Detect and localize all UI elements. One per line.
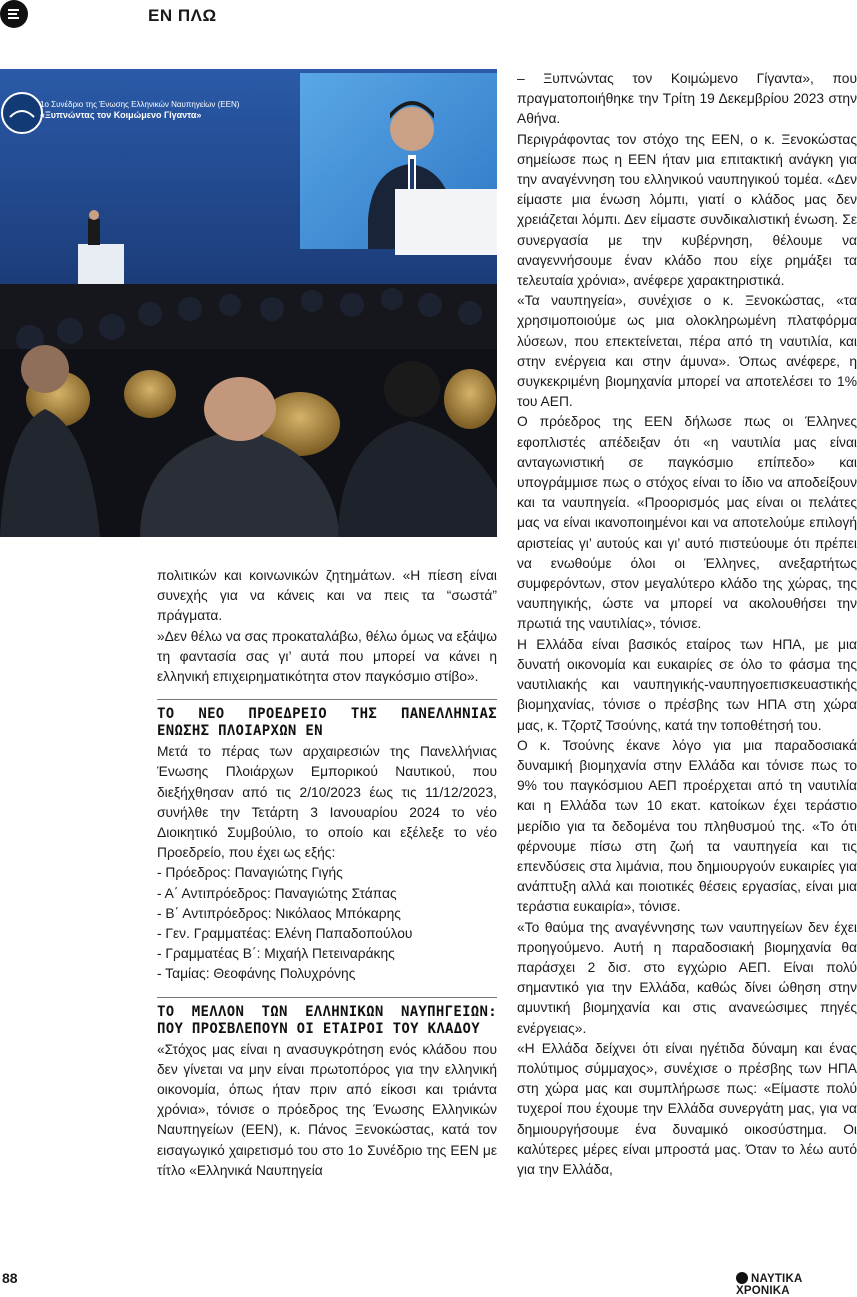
paragraph: «Τα ναυπηγεία», συνέχισε ο κ. Ξενοκώστας, «τα χρησιμοποιούμε ως μια ολοκληρωμένη πλατφόρμα λύσεων, που επεκτείνεται, πέρα από τη ναυτιλία, και στην ενέργεια και στην άμυνα». Όπως ανέφερε, η συγκεκριμένη βιομηχανία μπορεί να αποτελέσει το 1% του ΑΕΠ. bbox=[517, 293, 857, 410]
page-number: 88 bbox=[2, 1270, 18, 1286]
list-item: - Β΄ Αντιπρόεδρος: Νικόλαος Μπόκαρης bbox=[157, 905, 401, 921]
list-item: - Πρόεδρος: Παναγιώτης Γιγής bbox=[157, 865, 343, 881]
list-item: - Ταμίας: Θεοφάνης Πολυχρόνης bbox=[157, 966, 356, 982]
publication-brand bbox=[736, 1272, 857, 1297]
paragraph: «Στόχος μας είναι η ανασυγκρότηση ενός κλάδου που δεν γίνεται να μην είναι πρωτοπόρος για την ελληνική οικονομία, όπως ήταν πριν από είκοσι και τριάντα χρόνια», τόνισε ο πρόεδρος της Ένωσης Ελληνικών Ναυπηγείων (ΕΕΝ), κ. Πάνος Ξενοκώστας, κατά τον εισαγωγικό χαιρετισμό του στο 1ο Συνέδριο της ΕΕΝ με τίτλο «Ελληνικά Ναυπηγεία bbox=[157, 1041, 497, 1178]
divider bbox=[157, 997, 497, 998]
conference-photo bbox=[0, 69, 497, 537]
photo-banner bbox=[40, 100, 239, 120]
paragraph: Περιγράφοντας τον στόχο της ΕΕΝ, ο κ. Ξενοκώστας σημείωσε πως η ΕΕΝ ήταν μια επιτακτική ανάγκη για την αναγέννηση του ελληνικού ναυπηγικού τομέα. «Δεν είμαστε μια ένωση λόμπι, γιατί ο κλάδος μας δεν χρειάζεται λόμπι. Δεν είμαστε συνδικαλιστική ένωση. Σε συνεργασία με την κυβέρνηση, θέλουμε να αναγεννήσουμε έναν κλάδο που είχε ρημάξει τα τελευταία χρόνια», ανέφερε χαρακτηριστικά. bbox=[517, 131, 857, 289]
banner-line-2: «Ξυπνώντας τον Κοιμώμενο Γίγαντα» bbox=[40, 110, 202, 120]
list-item: - Γεν. Γραμματέας: Ελένη Παπαδοπούλου bbox=[157, 926, 413, 942]
paragraph: Ο κ. Τσούνης έκανε λόγο για μια παραδοσιακά δυναμική βιομηχανία στην Ελλάδα και τόνισε πως το 9% του παγκόσμιου ΑΕΠ προέρχεται από τη ναυτιλία και η Ελλάδα των 10 εκατ. κατοίκων έχει τεράστιο μερίδιο για τα δεδομένα του πληθυσμού της. «Το ότι φέρνουμε πίσω στη ζωή τα ναυπηγεία και τις επενδύσεις στα λιμάνια, που δημιουργούν ευκαιρίες για ανάπτυξη αλλά και ποιοτικές θέσεις εργασίας, είναι μια τεράστια ευκαιρία», τόνισε. bbox=[517, 737, 857, 915]
paragraph: «Το θαύμα της αναγέννησης των ναυπηγείων δεν έχει προηγούμενο. Αυτή η παραδοσιακή βιομηχανία θα παράσχει 2 δισ. στο εγχώριο ΑΕΠ. Είναι πολύ σημαντικό για την Ελλάδα, καθώς δίνει ώθηση στην αμυντική βιομηχανία και στις ανανεώσιμες πηγές ενέργειας». bbox=[517, 919, 857, 1036]
list-item: - Γραμματέας Β΄: Μιχαήλ Πετειναράκης bbox=[157, 946, 395, 962]
board-list bbox=[157, 863, 497, 984]
section-label: ΕΝ ΠΛΩ bbox=[148, 6, 217, 25]
paragraph: Μετά το πέρας των αρχαιρεσιών της Πανελλήνιας Ένωσης Πλοιάρχων Εμπορικού Ναυτικού, που διεξήχθησαν από τις 2/10/2023 έως τις 11/12/2023, συνήλθε την Τετάρτη 3 Ιανουαρίου 2024 το νέο Διοικητικό Συμβούλιο, το οποίο και εξέλεξε το νέο Προεδρείο, που έχει ως εξής: bbox=[157, 744, 497, 861]
paragraph: – Ξυπνώντας τον Κοιμώμενο Γίγαντα», που πραγματοποιήθηκε την Τρίτη 19 Δεκεμβρίου 2023 στην Αθήνα. bbox=[517, 71, 857, 127]
left-column bbox=[157, 566, 497, 1181]
paragraph: πολιτικών και κοινωνικών ζητημάτων. «Η πίεση είναι συνεχής για να κάνεις και να πεις τα “σωστά” πράγματα. bbox=[157, 568, 497, 624]
section-heading: ΤΟ ΜΕΛΛΟΝ ΤΩΝ ΕΛΛΗΝΙΚΩΝ ΝΑΥΠΗΓΕΙΩΝ: ΠΟΥ ΠΡΟΣΒΛΕΠΟΥΝ ΟΙ ΕΤΑΙΡΟΙ ΤΟΥ ΚΛΑΔΟΥ bbox=[157, 1003, 497, 1037]
divider bbox=[157, 699, 497, 700]
right-column bbox=[517, 69, 857, 1180]
list-item: - Α΄ Αντιπρόεδρος: Παναγιώτης Στάπας bbox=[157, 885, 397, 901]
brand-logo-icon bbox=[736, 1272, 748, 1284]
brand-name: ΝΑΥΤΙΚΑ ΧΡΟΝΙΚΑ bbox=[736, 1273, 803, 1297]
paragraph: «Η Ελλάδα δείχνει ότι είναι ηγέτιδα δύναμη και ένας πολύτιμος σύμμαχος», συνέχισε ο πρέσβης των ΗΠΑ στη χώρα μας και συμπλήρωσε πως: «Είμαστε πολύ τυχεροί που έχουμε την Ελλάδα συνεργάτη μας, για να δημιουργήσουμε ένα δυναμικό οικοσύστημα. Οι καλύτερες μέρες είναι μπροστά μας. Όταν το λέω αυτό για την Ελλάδα, bbox=[517, 1040, 857, 1177]
paragraph: »Δεν θέλω να σας προκαταλάβω, θέλω όμως να εξάψω τη φαντασία σας γι’ αυτά που μπορεί να κάνει η ελληνική επιχειρηματικότητα στον παγκόσμιο στίβο». bbox=[157, 628, 497, 685]
section-heading: ΤΟ ΝΕΟ ΠΡΟΕΔΡΕΙΟ ΤΗΣ ΠΑΝΕΛΛΗΝΙΑΣ ΕΝΩΣΗΣ ΠΛΟΙΑΡΧΩΝ ΕΝ bbox=[157, 706, 497, 740]
banner-line-1: 1ο Συνέδριο της Ένωσης Ελληνικών Ναυπηγείων (ΕΕΝ) bbox=[40, 100, 240, 109]
paragraph: Ο πρόεδρος της ΕΕΝ δήλωσε πως οι Έλληνες εφοπλιστές απέδειξαν ότι «η ναυτιλία μας είναι ανταγωνιστική σε παγκόσμιο επίπεδο» και υπογράμμισε πως ο στόχος είναι το ίδιο να αποδείξουν και τα ναυπηγεία. «Προορισμός μας είναι οι πελάτες μας να είναι ικανοποιημένοι και να αποτελούμε επιλογή αριστείας γι’ αυτούς και γι’ αυτό πιστεύουμε ότι πρέπει να ενωθούμε όλοι οι Έλληνες, ανεξαρτήτως συμφερόντων, στον μεγαλύτερο κλάδο της χώρας, της ναυπηγικής, ώστε να μπορεί να ακολουθήσει την πρωτιά της ναυτιλίας», τόνισε. bbox=[517, 414, 857, 632]
paragraph: Η Ελλάδα είναι βασικός εταίρος των ΗΠΑ, με μια δυνατή οικονομία και ευκαιρίες σε όλο το φάσμα της ναυτιλιακής και ναυπηγικής-ναυπηγοεπισκευαστικής βιομηχανίας, τόνισε ο πρέσβης των ΗΠΑ στη χώρα μας, κ. Τζορτζ Τσούνης, κατά την τοποθέτησή του. bbox=[517, 636, 857, 733]
section-icon bbox=[0, 0, 28, 28]
